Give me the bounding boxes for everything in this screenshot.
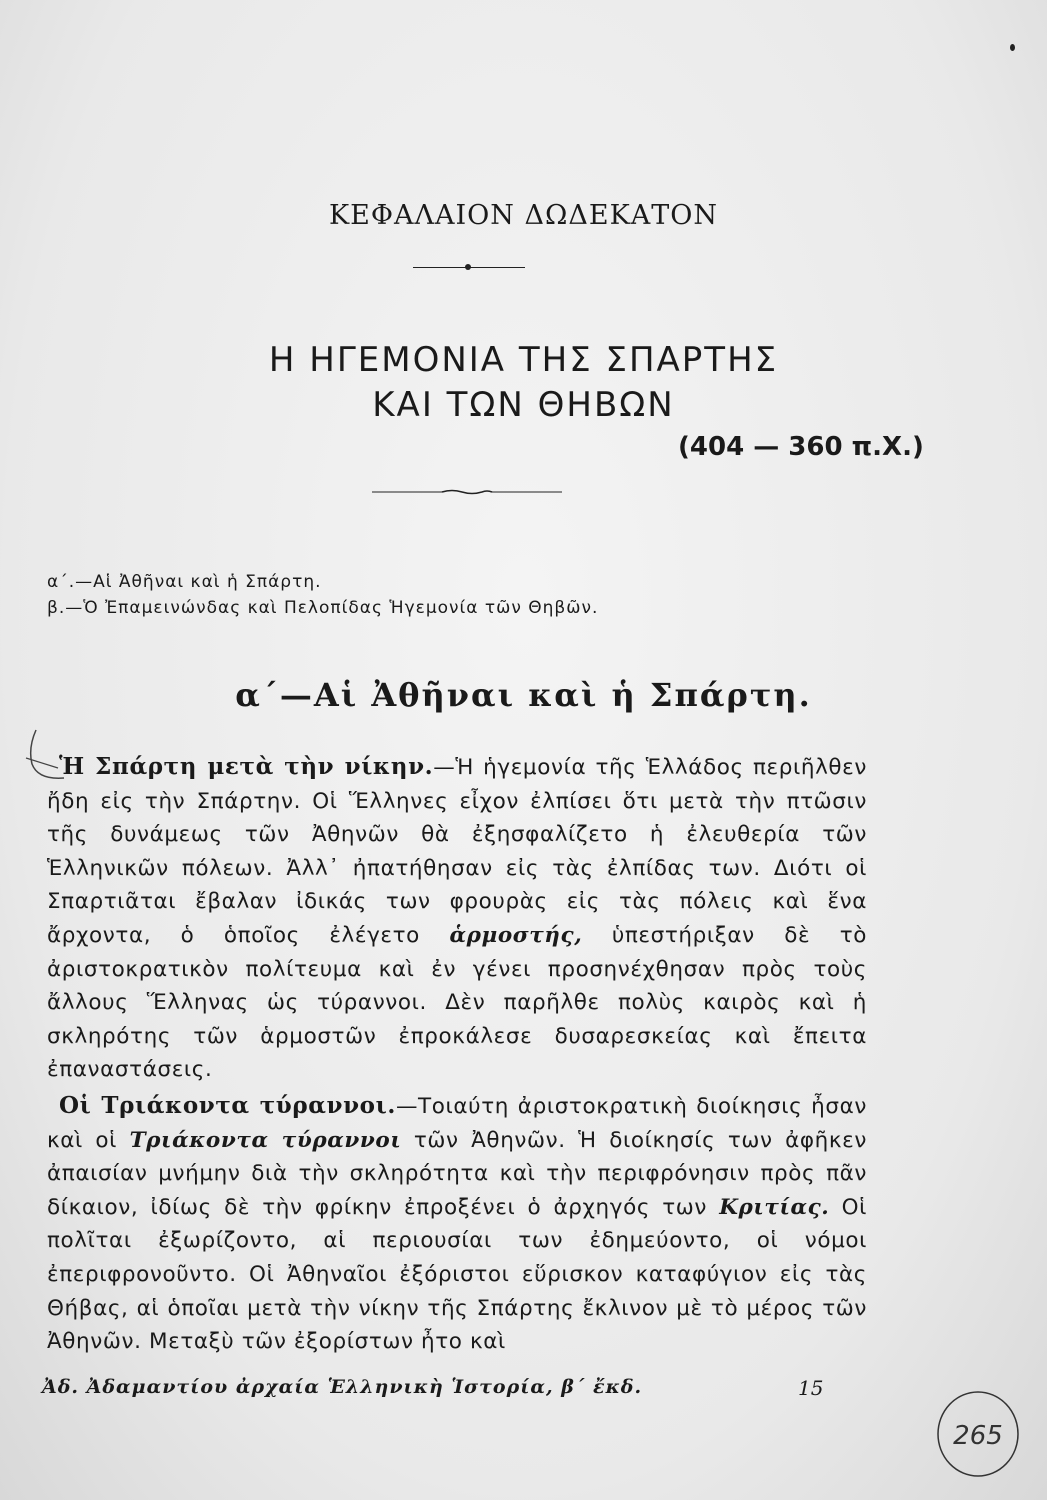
- section-heading: α΄—Αἱ Ἀθῆναι καὶ ἡ Σπάρτη.: [235, 676, 812, 714]
- stamp-number: 265: [953, 1421, 1003, 1451]
- paragraph-lead: Οἱ Τριάκοντα τύραννοι.: [59, 1091, 396, 1119]
- chapter-heading: ΚΕΦΑΛΑΙΟΝ ΔΩΔΕΚΑΤΟΝ: [328, 200, 719, 231]
- paragraph-lead: Ἡ Σπάρτη μετὰ τὴν νίκην.: [59, 753, 434, 780]
- signature-number: 15: [798, 1376, 824, 1400]
- term-emphasis: Κριτίας.: [719, 1194, 830, 1220]
- divider-dot: [465, 264, 471, 270]
- ornament-divider: [372, 489, 562, 495]
- footer-source: Ἀδ. Ἀδαμαντίου ἀρχαία Ἑλληνικὴ Ἱστορία, β΄ ἔκδ.: [42, 1376, 643, 1398]
- chapter-dates: (404 — 360 π.Χ.): [678, 432, 924, 462]
- contents-item-2: β.—Ὁ Ἐπαμεινώνδας καὶ Πελοπίδας Ἡγεμονία τῶν Θηβῶν.: [47, 598, 599, 618]
- body-text: [47, 750, 867, 1359]
- paragraph-text: ὑπεστήριξαν δὲ τὸ ἀριστοκρατικὸν πολίτευμα καὶ ἐν γένει προσηνέχθησαν πρὸς τοὺς ἄλλους Ἕλληνας ὡς τύραννοι. Δὲν παρῆλθε πολὺς καιρὸς καὶ ἡ σκληρότης τῶν ἁρμοστῶν ἐπροκάλεσε δυσαρεσκείας καὶ ἔπειτα ἐπαναστάσεις.: [47, 922, 867, 1083]
- paragraph-text: —Ἡ ἡγεμονία τῆς Ἑλλάδος περιῆλθεν ἤδη εἰς τὴν Σπάρτην. Οἱ Ἕλληνες εἶχον ἐλπίσει ὅτι μετὰ τὴν πτῶσιν τῆς δυνάμεως τῶν Ἀθηνῶν θὰ ἐξησφαλίζετο ἡ ἐλευθερία τῶν Ἑλληνικῶν πόλεων. Ἀλλ᾽ ἠπατήθησαν εἰς τὰς ἐλπίδας των. Διότι οἱ Σπαρτιᾶται ἔβαλαν ἰδικάς των φρουρὰς εἰς τὰς πόλεις καὶ ἕνα ἄρχοντα, ὁ ὁποῖος ἐλέγετο: [47, 755, 867, 948]
- term-emphasis: ἁρμοστής,: [449, 922, 583, 948]
- paragraph: [47, 1089, 867, 1359]
- ink-speck: [1010, 44, 1015, 51]
- handwritten-page-number-stamp: [932, 1388, 1024, 1480]
- paragraph-text: —Τοιαύτη ἀριστοκρατικὴ διοίκησις ἦσαν καὶ οἱ: [47, 1093, 867, 1153]
- paragraph: [47, 750, 867, 1087]
- paragraph-text: τῶν Ἀθηνῶν. Ἡ διοίκησίς των ἀφῆκεν ἀπαισίαν μνήμην διὰ τὴν σκληρότητα καὶ τὴν περιφρόνησιν πρὸς πᾶν δίκαιον, ἰδίως δὲ τὴν φρίκην ἐπροξένει ὁ ἀρχηγός των: [47, 1127, 867, 1220]
- chapter-title-line-1: Η ΗΓΕΜΟΝΙΑ ΤΗΣ ΣΠΑΡΤΗΣ: [268, 340, 779, 380]
- term-emphasis: Τριάκοντα τύραννοι: [129, 1127, 402, 1153]
- contents-item-1: α΄.—Αἱ Ἀθῆναι καὶ ἡ Σπάρτη.: [47, 572, 322, 592]
- paragraph-text: Οἱ πολῖται ἐξωρίζοντο, αἱ περιουσίαι των ἐδημεύοντο, οἱ νόμοι ἐπεριφρονοῦντο. Οἱ Ἀθηναῖοι ἐξόριστοι εὕρισκον καταφύγιον εἰς τὰς Θήβας, αἱ ὁποῖαι μετὰ τὴν νίκην τῆς Σπάρτης ἔκλινον μὲ τὸ μέρος τῶν Ἀθηνῶν. Μεταξὺ τῶν ἐξορίστων ἦτο καὶ: [47, 1194, 867, 1355]
- chapter-title-line-2: ΚΑΙ ΤΩΝ ΘΗΒΩΝ: [372, 385, 675, 425]
